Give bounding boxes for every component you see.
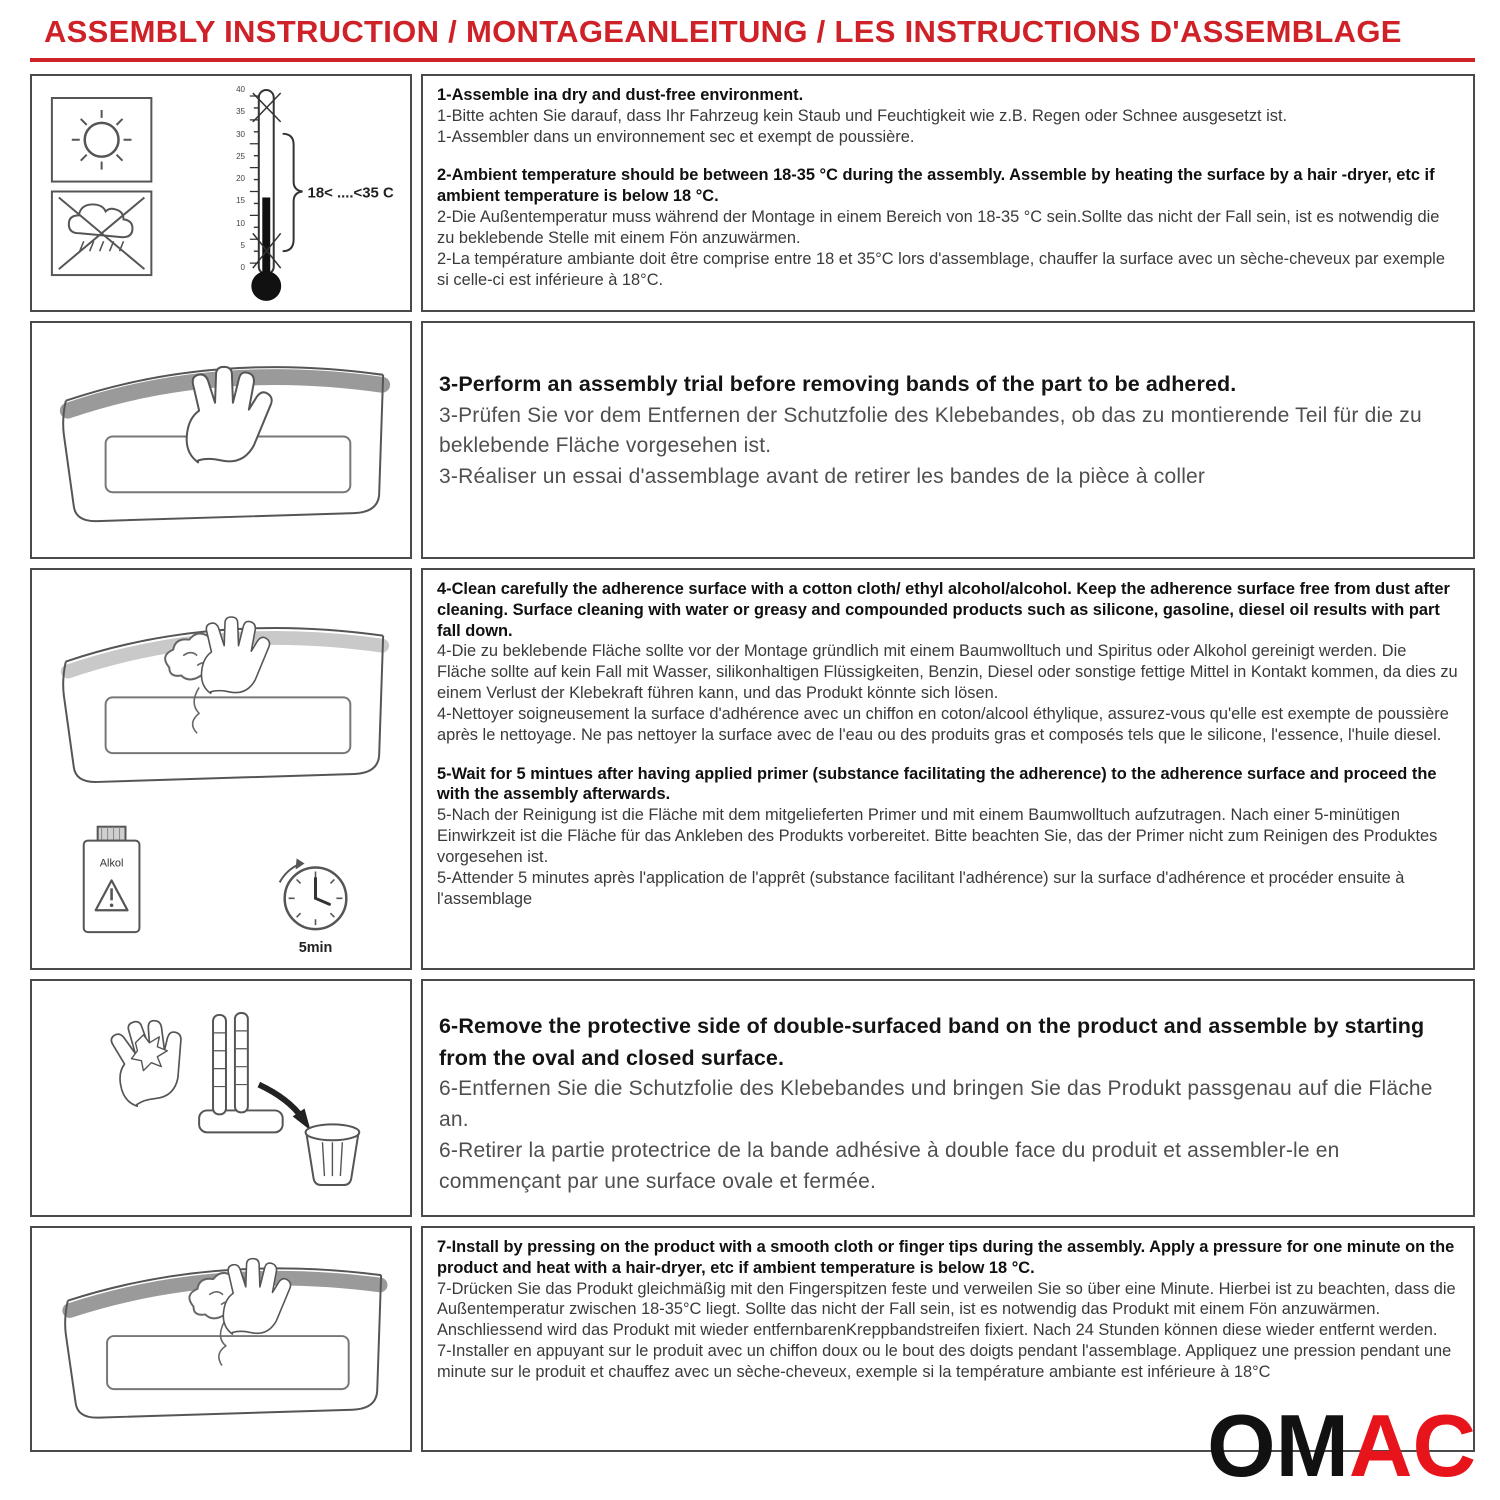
brand-logo-left: OM <box>1207 1396 1349 1495</box>
tick-label: 0 <box>240 263 245 272</box>
instruction-line: 3-Perform an assembly trial before removing bands of the part to be adhered. <box>439 372 1237 396</box>
tick-label: 25 <box>236 151 245 161</box>
range-bracket <box>283 134 303 251</box>
instruction-line: 5-Attender 5 minutes après l'application de l'apprêt (substance facilitant l'adhérence) sur la surface d'adhérence et procéder ensuite à l'assemblage <box>437 868 1405 908</box>
instruction-line: 7-Drücken Sie das Produkt gleichmäßig mit den Fingerspitzen feste und verweilen Sie so über eine Minute. Hierbei ist zu beachten, dass die Außentemperatur zwischen 18-35°C liegt. Sollte das nicht der Fall sein, ist es notwendig das Produkt mit einem Fön anzuwärmen. Anschliessend wird das Produkt mit wieder entfernbarenKreppbandstreifen fixiert. Nach 24 Stunden können diese wieder entfernt werden. <box>437 1279 1456 1340</box>
tick-label: 10 <box>236 218 245 228</box>
illustration-cleaning <box>30 568 412 970</box>
sun-icon <box>52 98 151 182</box>
instruction-line: 6-Entfernen Sie die Schutzfolie des Klebebandes und bringen Sie das Produkt passgenau auf die Fläche an. <box>439 1077 1433 1132</box>
instruction-line: 3-Réaliser un essai d'assemblage avant de retirer les bandes de la pièce à coller <box>439 465 1206 489</box>
pressing-drawing <box>32 1228 410 1450</box>
instructions-step-6 <box>421 979 1475 1217</box>
illustration-environment <box>30 74 412 312</box>
instruction-line: 1-Assembler dans un environnement sec et exempt de poussière. <box>437 127 915 146</box>
alcohol-bottle-icon <box>84 827 140 932</box>
tick-label: 40 <box>236 85 245 94</box>
trash-bin-icon <box>306 1124 360 1185</box>
band-removal-drawing <box>32 981 410 1215</box>
tick-label: 20 <box>236 174 245 183</box>
illustration-band-removal <box>30 979 412 1217</box>
brand-logo <box>1207 1396 1476 1495</box>
paragraph-spacer <box>437 746 1459 764</box>
instruction-line: 4-Die zu beklebende Fläche sollte vor der Montage gründlich mit einem Baumwolltuch und Spiritus oder Alkohol gereinigt werden. Die Fläche sollte auf kein Fall mit Wasser, silikonhaltigen Flüssigkeiten, Benzin, Diesel oder sonstige fettige Mittel in Kontakt kommen, da dies zu einem Verlust der Klebekraft führen kann, und das Produkt könnte sich lösen. <box>437 642 1458 703</box>
bottle-label: Alkol <box>99 857 124 870</box>
instruction-line: 4-Nettoyer soigneusement la surface d'adhérence avec un chiffon en coton/alcool éthylique, assurez-vous qu'elle est exempte de poussière après le nettoyage. Ne pas nettoyer la surface avec de l'eau ou des produits gras et composés tels que le silicone, l'essence, l'huile diesel. <box>437 704 1449 744</box>
clock-icon <box>280 859 347 957</box>
instruction-row-3 <box>30 568 1475 970</box>
instruction-row-1 <box>30 74 1475 312</box>
no-rain-icon <box>52 192 151 276</box>
instruction-line: 6-Retirer la partie protectrice de la bande adhésive à double face du produit et assembler-le en commençant par une surface ovale et fermée. <box>439 1138 1340 1193</box>
instructions-step-1-2 <box>421 74 1475 312</box>
instruction-line: 1-Bitte achten Sie darauf, dass Ihr Fahrzeug kein Staub und Feuchtigkeit wie z.B. Regen oder Schnee ausgesetzt ist. <box>437 106 1288 125</box>
instructions-step-4-5 <box>421 568 1475 970</box>
tick-label: 15 <box>236 196 245 206</box>
illustration-assembly-trial <box>30 321 412 559</box>
thermometer-scale <box>212 86 248 272</box>
instruction-line: 7-Install by pressing on the product with a smooth cloth or finger tips during the assembly. Apply a pressure for one minute on the product and heat with a hair-dryer, etc if ambient temperature is below 18 °C. <box>437 1238 1455 1277</box>
instruction-line: 6-Remove the protective side of double-surfaced band on the product and assemble by starting from the oval and closed surface. <box>439 1014 1425 1070</box>
temperature-range-label: 18< ....<35 C <box>307 184 394 202</box>
clock-label: 5min <box>298 940 333 957</box>
instruction-row-4 <box>30 979 1475 1217</box>
title-underline <box>30 58 1475 62</box>
instruction-line: 4-Clean carefully the adherence surface with a cotton cloth/ ethyl alcohol/alcohol. Keep the adherence surface free from dust after cleaning. Surface cleaning with water or greasy and compounded products such as silicone, gasoline, diesel oil results with part fall down. <box>437 580 1450 640</box>
assembly-trial-drawing <box>32 323 410 557</box>
instruction-line: 2-La température ambiante doit être comprise entre 18 et 35°C lors d'assemblage, chauffer la surface avec un sèche-cheveux par exemple si celle-ci est inférieure à 18°C. <box>437 249 1445 289</box>
instructions-step-3 <box>421 321 1475 559</box>
brand-logo-right: AC <box>1348 1396 1476 1495</box>
instruction-line: 2-Ambient temperature should be between 18-35 °C during the assembly. Assemble by heating the surface by a hair -dryer, etc if ambient temperature is below 18 °C. <box>437 166 1435 206</box>
instruction-line: 5-Nach der Reinigung ist die Fläche mit dem mitgelieferten Primer und mit einem Baumwolltuch aufzutragen. Nach einer 5-minütigen Einwirkzeit ist die Fläche für das Ankleben des Produkts vorbereitet. Bitte beachten Sie, das der Primer nicht zum Reinigen des Produktes vorgesehen ist. <box>437 806 1438 866</box>
instruction-line: 1-Assemble ina dry and dust-free environment. <box>437 86 804 104</box>
paragraph-spacer <box>437 147 1459 165</box>
instruction-row-2 <box>30 321 1475 559</box>
instruction-line: 2-Die Außentemperatur muss während der Montage in einem Bereich von 18-35 °C sein.Sollte das nicht der Fall sein, ist es notwendig die zu beklebende Stelle mit einem Fön anzuwärmen. <box>437 208 1440 247</box>
thermometer-icon <box>250 90 394 301</box>
hand-icon <box>223 1259 290 1334</box>
cleaning-drawing <box>32 570 410 968</box>
hand-icon <box>103 1010 197 1110</box>
tick-label: 35 <box>236 107 245 117</box>
tick-label: 30 <box>236 129 245 139</box>
tick-label: 5 <box>240 240 245 250</box>
instruction-line: 5-Wait for 5 mintues after having applied primer (substance facilitating the adherence) to the adherence surface and proceed the with the assembly afterwards. <box>437 764 1437 804</box>
illustration-pressing <box>30 1226 412 1452</box>
instruction-line: 7-Installer en appuyant sur le produit avec un chiffon doux ou le bout des doigts pendant l'assemblage. Appliquez une pression pendant une minute sur le produit et chauffez avec un sèche-cheveux, exemple si la température ambiante est inférieure à 18°C <box>437 1342 1452 1381</box>
tape-strips-icon <box>199 1013 283 1132</box>
page-title: ASSEMBLY INSTRUCTION / MONTAGEANLEITUNG / LES INSTRUCTIONS D'ASSEMBLAGE <box>44 14 1402 49</box>
instruction-line: 3-Prüfen Sie vor dem Entfernen der Schutzfolie des Klebebandes, ob das zu montierende Teil für die zu beklebende Fläche vorgesehen ist. <box>439 403 1422 458</box>
